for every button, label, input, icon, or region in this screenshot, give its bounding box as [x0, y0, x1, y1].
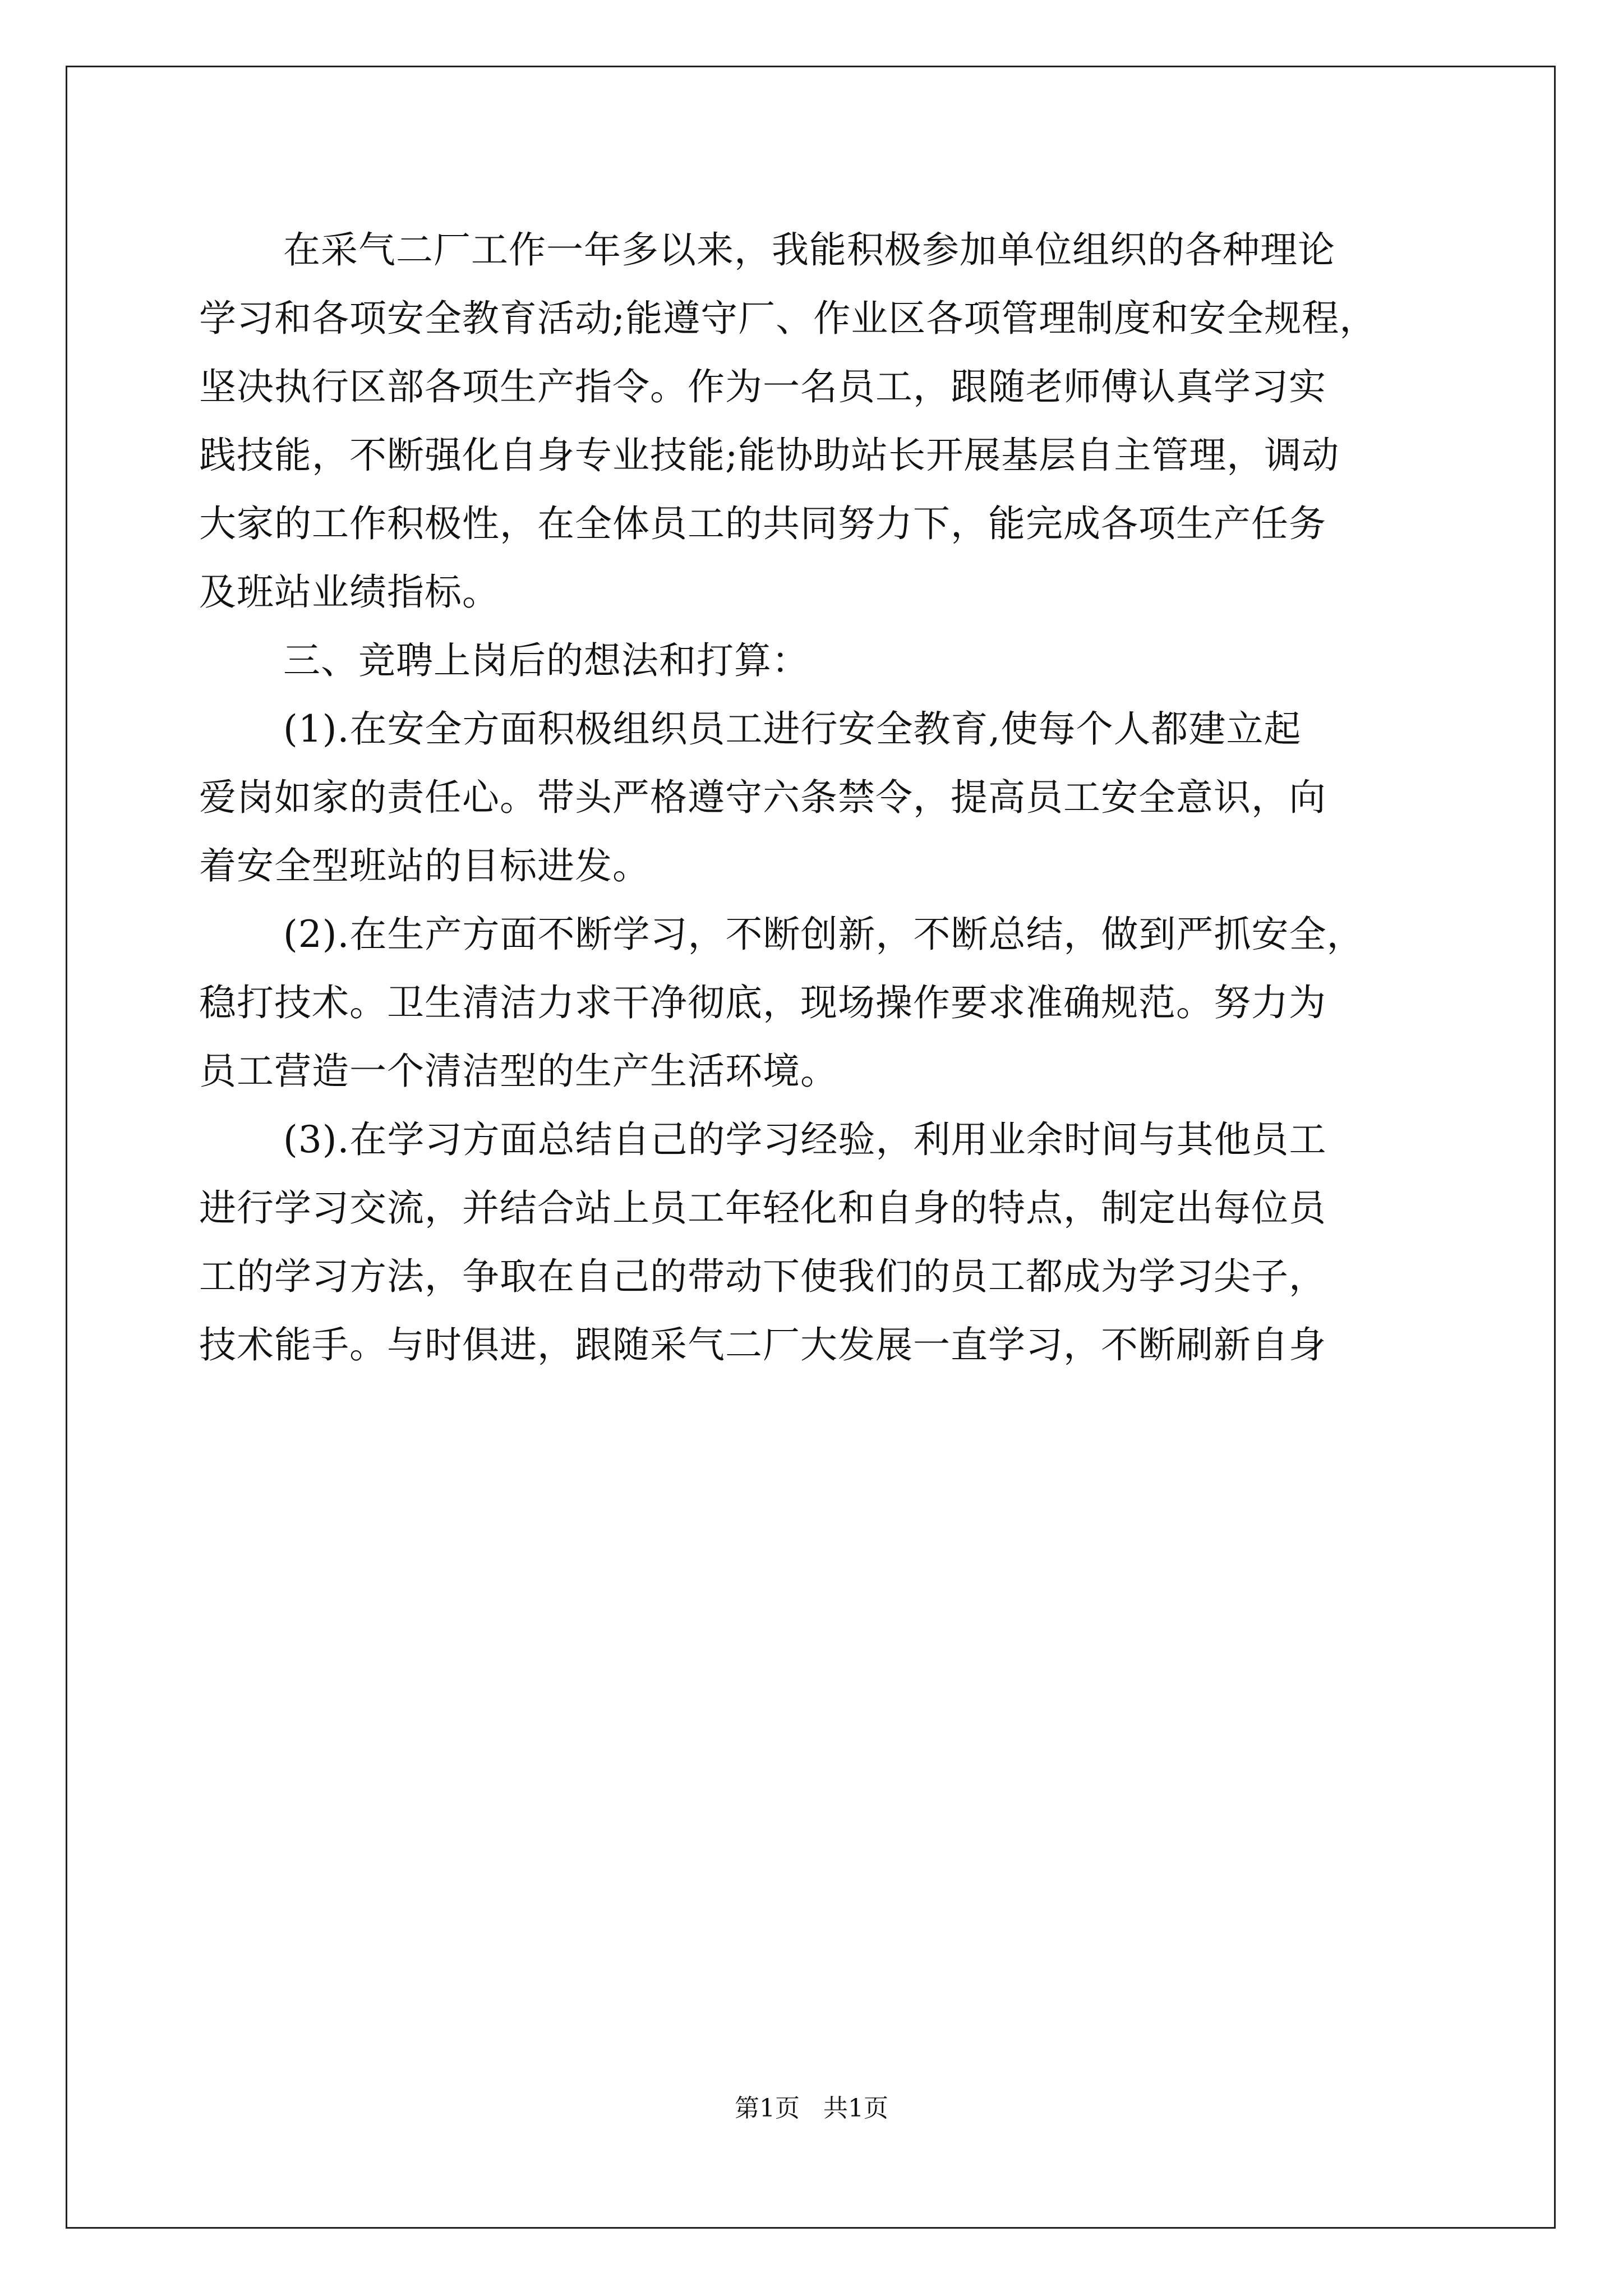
paragraph-line: 进行学习交流，并结合站上员工年轻化和自身的特点，制定出每位员 [199, 1186, 1326, 1230]
paragraph-line: 爱岗如家的责任心。带头严格遵守六条禁令，提高员工安全意识，向 [199, 776, 1326, 819]
paragraph-line: 践技能，不断强化自身专业技能;能协助站长开展基层自主管理，调动 [199, 434, 1340, 477]
paragraph-line: 技术能手。与时俱进，跟随采气二厂大发展一直学习，不断刷新自身 [199, 1323, 1326, 1366]
paragraph-line: 坚决执行区部各项生产指令。作为一名员工，跟随老师傅认真学习实 [199, 365, 1326, 408]
paragraph-line: 员工营造一个清洁型的生产生活环境。 [199, 1050, 838, 1093]
paragraph-line: 及班站业绩指标。 [199, 570, 500, 614]
paragraph-line: 稳打技术。卫生清洁力求干净彻底，现场操作要求准确规范。努力为 [199, 981, 1326, 1024]
paragraph-line: 学习和各项安全教育活动;能遵守厂、作业区各项管理制度和安全规程， [199, 297, 1377, 340]
paragraph-line: (3).在学习方面总结自己的学习经验，利用业余时间与其他员工 [283, 1118, 1327, 1161]
page-number-footer: 第1页 共1页 [735, 2094, 888, 2123]
paragraph-line: 着安全型班站的目标进发。 [199, 844, 650, 887]
paragraph-line: (2).在生产方面不断学习，不断创新，不断总结，做到严抓安全， [283, 913, 1364, 956]
paragraph-line: (1).在安全方面积极组织员工进行安全教育,使每个人都建立起 [283, 707, 1302, 751]
paragraph-line: 工的学习方法，争取在自己的带动下使我们的员工都成为学习尖子， [199, 1255, 1326, 1298]
paragraph-line: 大家的工作积极性，在全体员工的共同努力下，能完成各项生产任务 [199, 502, 1326, 545]
paragraph-line: 在采气二厂工作一年多以来，我能积极参加单位组织的各种理论 [283, 228, 1335, 272]
section-heading: 三、竞聘上岗后的想法和打算： [283, 639, 809, 682]
